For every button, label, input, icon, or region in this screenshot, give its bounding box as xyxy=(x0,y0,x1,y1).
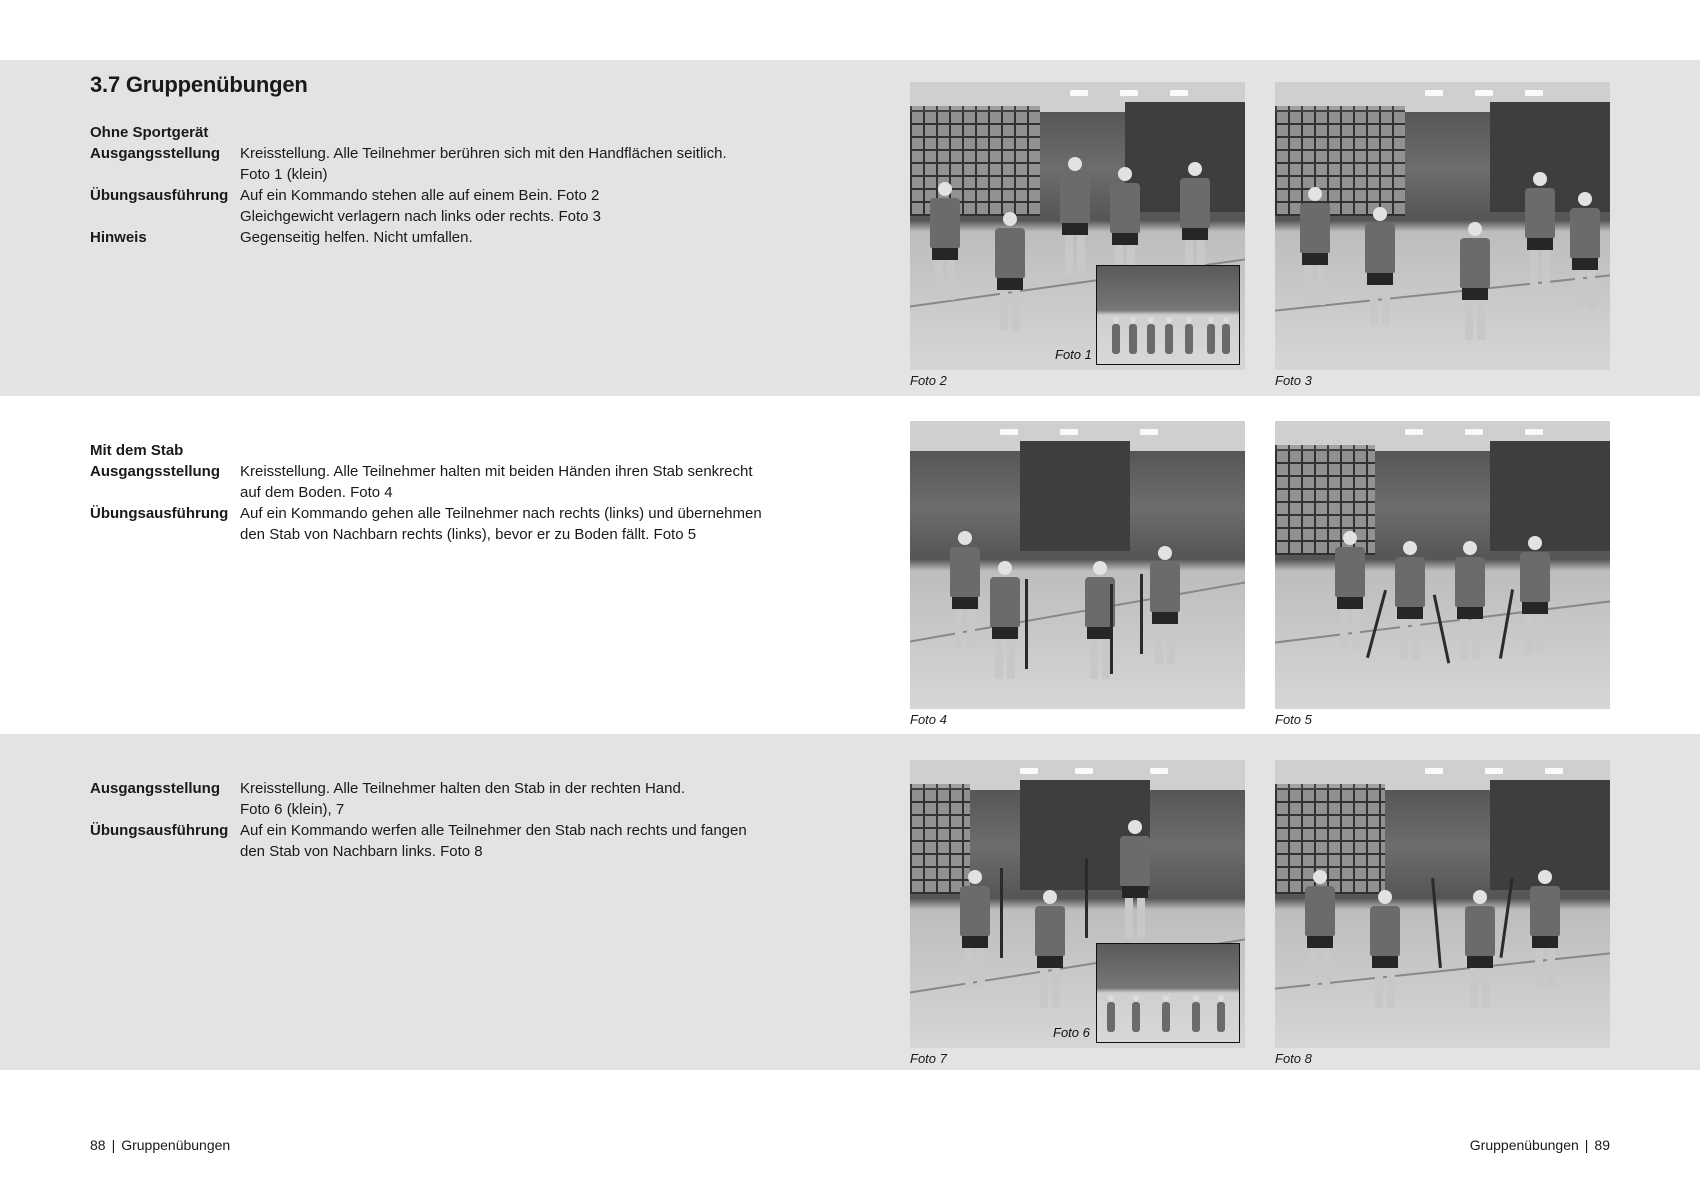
row-value xyxy=(240,503,790,545)
row-value xyxy=(240,143,790,185)
row-line: Gleichgewicht verlagern nach links oder rechts. Foto 3 xyxy=(240,208,602,225)
row-uebungsausfuehrung xyxy=(90,820,790,862)
row-ausgangsstellung xyxy=(90,778,790,820)
footer-right xyxy=(1470,1137,1610,1153)
row-hinweis xyxy=(90,227,790,248)
page-number-right: 89 xyxy=(1594,1137,1610,1153)
running-title-right: Gruppenübungen xyxy=(1469,1137,1579,1153)
footer-separator: | xyxy=(1584,1137,1589,1153)
row-line: Gegenseitig helfen. Nicht umfallen. xyxy=(240,229,473,246)
row-label: Ausgangsstellung xyxy=(90,780,221,797)
photo-caption: Foto 3 xyxy=(1275,373,1312,388)
running-title-left: Gruppenübungen xyxy=(121,1137,231,1153)
row-label: Übungsausführung xyxy=(90,187,229,204)
row-line: Foto 1 (klein) xyxy=(240,166,328,183)
row-value xyxy=(240,461,790,503)
row-line: Kreisstellung. Alle Teilnehmer berühren sich mit den Handflächen seitlich. xyxy=(240,145,727,162)
inset-photo-foto-6 xyxy=(1096,943,1240,1043)
inset-photo-foto-1 xyxy=(1096,265,1240,365)
subheading: Ohne Sportgerät xyxy=(90,124,209,141)
photo-caption: Foto 5 xyxy=(1275,712,1312,727)
photo-foto-4 xyxy=(910,421,1245,709)
subheading: Mit dem Stab xyxy=(90,442,184,459)
row-label: Übungsausführung xyxy=(90,505,229,522)
row-ausgangsstellung xyxy=(90,461,790,503)
footer-left xyxy=(90,1137,230,1153)
photo-caption: Foto 8 xyxy=(1275,1051,1312,1066)
row-label: Ausgangsstellung xyxy=(90,463,221,480)
footer-separator: | xyxy=(111,1137,116,1153)
page-number-left: 88 xyxy=(90,1137,106,1153)
row-line: den Stab von Nachbarn rechts (links), bevor er zu Boden fällt. Foto 5 xyxy=(240,526,697,543)
row-uebungsausfuehrung xyxy=(90,503,790,545)
photo-caption: Foto 2 xyxy=(910,373,947,388)
photo-foto-5 xyxy=(1275,421,1610,709)
row-line: Auf ein Kommando stehen alle auf einem Bein. Foto 2 xyxy=(240,187,600,204)
photo-foto-8 xyxy=(1275,760,1610,1048)
inset-caption: Foto 1 xyxy=(1055,347,1092,362)
text-block-mit-dem-stab xyxy=(90,440,790,545)
row-line: den Stab von Nachbarn links. Foto 8 xyxy=(240,843,483,860)
row-line: Auf ein Kommando gehen alle Teilnehmer nach rechts (links) und übernehmen xyxy=(240,505,762,522)
photo-caption: Foto 4 xyxy=(910,712,947,727)
photo-foto-3 xyxy=(1275,82,1610,370)
row-value xyxy=(240,820,790,862)
text-block-stab-werfen xyxy=(90,778,790,862)
row-line: Kreisstellung. Alle Teilnehmer halten mit beiden Händen ihren Stab senkrecht xyxy=(240,463,753,480)
photo-caption: Foto 7 xyxy=(910,1051,947,1066)
row-value xyxy=(240,185,790,227)
row-label: Übungsausführung xyxy=(90,822,229,839)
photo-foto-7 xyxy=(910,760,1245,1048)
row-label: Ausgangsstellung xyxy=(90,145,221,162)
photo-foto-2 xyxy=(910,82,1245,370)
row-ausgangsstellung xyxy=(90,143,790,185)
text-block-ohne-sportgeraet xyxy=(90,122,790,248)
row-line: Foto 6 (klein), 7 xyxy=(240,801,345,818)
row-line: auf dem Boden. Foto 4 xyxy=(240,484,393,501)
inset-caption: Foto 6 xyxy=(1053,1025,1090,1040)
row-line: Auf ein Kommando werfen alle Teilnehmer den Stab nach rechts und fangen xyxy=(240,822,747,839)
row-line: Kreisstellung. Alle Teilnehmer halten den Stab in der rechten Hand. xyxy=(240,780,685,797)
row-uebungsausfuehrung xyxy=(90,185,790,227)
section-title: 3.7 Gruppenübungen xyxy=(90,72,308,97)
row-value xyxy=(240,227,790,248)
row-label: Hinweis xyxy=(90,229,147,246)
row-value xyxy=(240,778,790,820)
